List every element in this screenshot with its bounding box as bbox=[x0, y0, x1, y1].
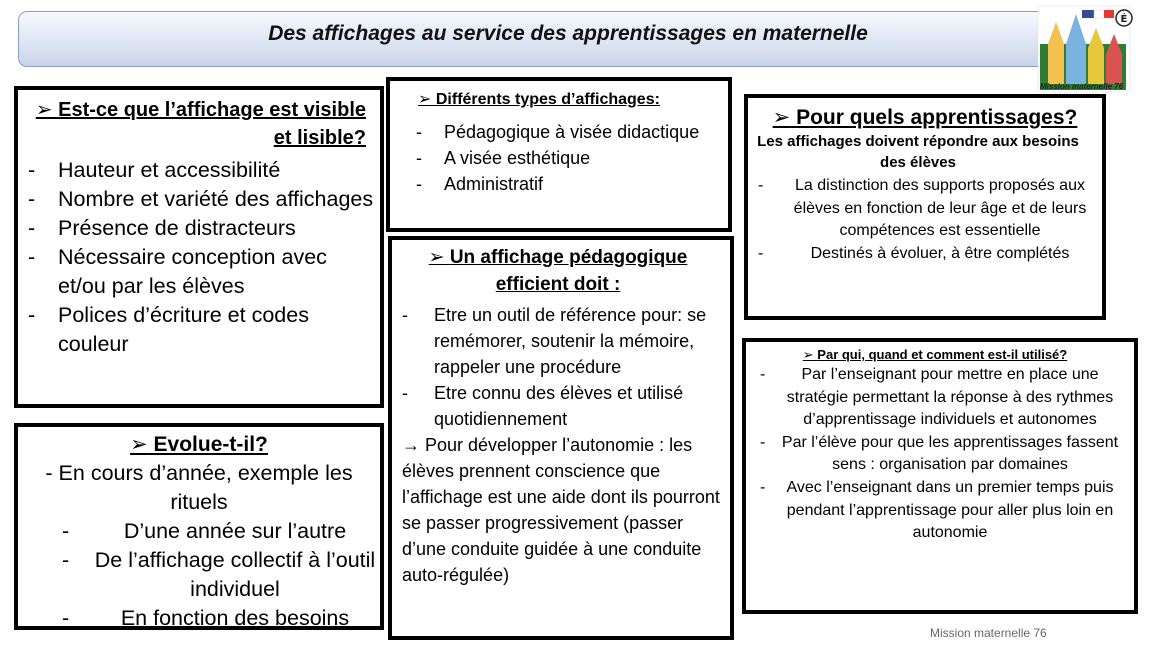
list-item: - Nécessaire conception avec et/ou par les élèves bbox=[28, 245, 327, 298]
list-item: - Présence de distracteurs bbox=[28, 216, 296, 240]
list-item: - La distinction des supports proposés aux élèves en fonction de leur âge et de leurs compétences est essentielle bbox=[758, 177, 1087, 239]
svg-text:É: É bbox=[1120, 14, 1128, 25]
box-types-heading: ➢ Différents types d’affichages: bbox=[418, 91, 660, 108]
box-evolution bbox=[14, 423, 384, 630]
box-learning-heading: ➢ Pour quels apprentissages? bbox=[772, 106, 1078, 129]
list-item: - En fonction des besoins bbox=[62, 606, 350, 630]
box-visibility-heading: ➢ Est-ce que l’affichage est visible et lisible? bbox=[35, 99, 366, 149]
box-efficient-conclusion: → Pour développer l’autonomie : les élèves prennent conscience que l’affichage est une aide dont ils pourront se passer progressivement (passer d’une conduite guidée à une conduite auto-régulée) bbox=[402, 435, 720, 585]
box-efficient bbox=[388, 236, 734, 640]
box-types-list bbox=[390, 111, 728, 197]
list-item: - Destinés à évoluer, à être complétés bbox=[758, 244, 1070, 262]
box-types bbox=[386, 77, 732, 232]
box-efficient-heading: ➢ Un affichage pédagogique efficient doit : bbox=[428, 247, 688, 295]
list-item: - Etre connu des élèves et utilisé quotidiennement bbox=[402, 383, 684, 429]
logo-caption: Mission maternelle 76 bbox=[1040, 82, 1124, 91]
list-item: - De l’affichage collectif à l’outil individuel bbox=[62, 548, 376, 601]
arrow-bullet-icon: ➢ bbox=[35, 99, 53, 121]
arrow-bullet-icon: ➢ bbox=[428, 247, 445, 268]
box-usage bbox=[742, 338, 1138, 614]
list-item: - Avec l’enseignant dans un premier temps puis pendant l’apprentissage pour aller plus loin en autonomie bbox=[760, 478, 1114, 542]
list-item: - Par l’élève pour que les apprentissages fassent sens : organisation par domaines bbox=[760, 433, 1119, 474]
arrow-bullet-icon: ➢ bbox=[130, 433, 148, 456]
box-evolution-heading: ➢ Evolue-t-il? bbox=[130, 433, 268, 456]
box-evolution-list bbox=[18, 517, 380, 633]
box-learning bbox=[744, 94, 1106, 320]
box-learning-list bbox=[748, 173, 1102, 265]
box-usage-heading: ➢ Par qui, quand et comment est-il utilisé? bbox=[802, 347, 1068, 362]
box-visibility bbox=[14, 86, 384, 408]
box-evolution-intro: - En cours d’année, exemple les rituels bbox=[45, 461, 353, 514]
list-item: - Hauteur et accessibilité bbox=[28, 158, 281, 182]
list-item: - Administratif bbox=[416, 174, 544, 194]
list-item: - A visée esthétique bbox=[416, 148, 591, 168]
list-item: - Etre un outil de référence pour: se remémorer, soutenir la mémoire, rappeler une procédure bbox=[402, 305, 707, 377]
arrow-bullet-icon: ➢ bbox=[418, 91, 432, 108]
arrow-bullet-icon: ➢ bbox=[772, 106, 791, 129]
list-item: - Polices d’écriture et codes couleur bbox=[28, 303, 309, 356]
list-item: - Nombre et variété des affichages bbox=[28, 187, 374, 211]
box-visibility-list bbox=[18, 152, 380, 359]
footer-text: Mission maternelle 76 bbox=[930, 626, 1047, 640]
arrow-bullet-icon: ➢ bbox=[802, 347, 814, 362]
list-item: - D’une année sur l’autre bbox=[62, 519, 347, 543]
box-learning-subtitle: Les affichages doivent répondre aux besoins des élèves bbox=[757, 133, 1079, 171]
slide-title: Des affichages au service des apprentissages en maternelle bbox=[268, 22, 868, 45]
title-banner bbox=[18, 11, 1116, 67]
box-efficient-list bbox=[392, 298, 730, 432]
box-usage-list bbox=[746, 364, 1134, 545]
list-item: - Par l’enseignant pour mettre en place une stratégie permettant la réponse à des rythmes d’apprentissage individuels et autonomes bbox=[760, 366, 1114, 429]
list-item: - Pédagogique à visée didactique bbox=[416, 122, 700, 142]
